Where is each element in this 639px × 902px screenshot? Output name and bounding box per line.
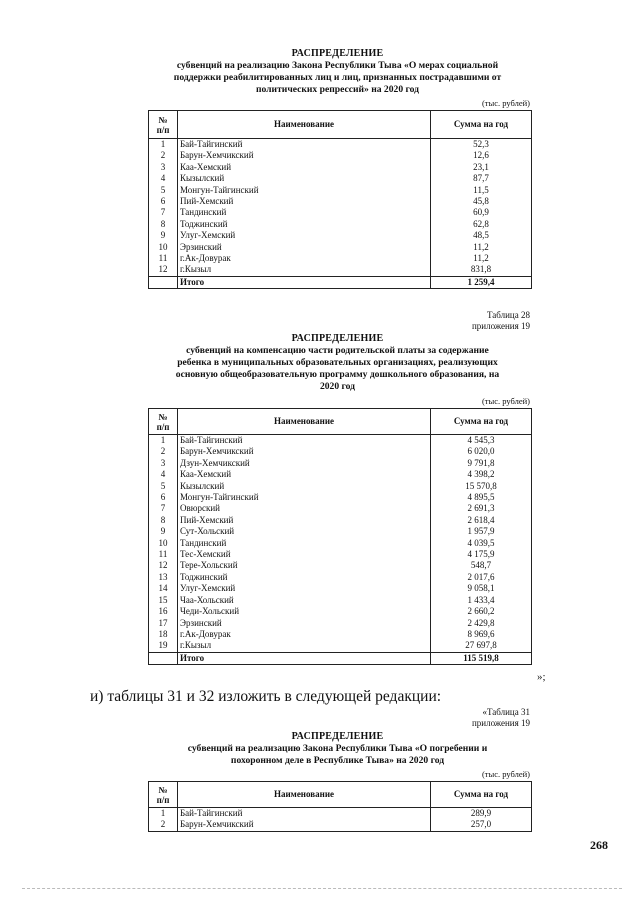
row-number: 18: [149, 629, 178, 640]
row-name: Эрзинский: [178, 618, 431, 629]
table-row: [149, 819, 532, 831]
row-sum: 87,7: [431, 173, 532, 184]
section3-table: [148, 781, 532, 832]
row-number: 1: [149, 139, 178, 151]
row-sum: 4 398,2: [431, 469, 532, 480]
table-row: [149, 207, 532, 218]
row-sum: 831,8: [431, 264, 532, 276]
row-number: 4: [149, 469, 178, 480]
row-name: Тес-Хемский: [178, 549, 431, 560]
table-row: [149, 242, 532, 253]
section3-table-ref-line-1: «Таблица 31: [482, 707, 530, 717]
section1-col-sum: Сумма на год: [431, 111, 532, 139]
section2-table-ref: [430, 310, 530, 332]
row-sum: 6 020,0: [431, 446, 532, 457]
section2-col-name: Наименование: [178, 409, 431, 435]
row-name: Чеди-Хольский: [178, 606, 431, 617]
table-row: [149, 469, 532, 480]
row-sum: 52,3: [431, 139, 532, 151]
table-row: [149, 606, 532, 617]
row-number: 19: [149, 640, 178, 652]
table-row: [149, 253, 532, 264]
section3-col-num: [149, 782, 178, 808]
table-row: [149, 139, 532, 151]
row-name: Монгун-Тайгинский: [178, 185, 431, 196]
section1-heading: РАСПРЕДЕЛЕНИЕ: [291, 48, 384, 59]
row-name: г.Кызыл: [178, 264, 431, 276]
table-row: [149, 150, 532, 161]
section2-col-sum: Сумма на год: [431, 409, 532, 435]
row-sum: 1 957,9: [431, 526, 532, 537]
row-name: Тоджинский: [178, 572, 431, 583]
section3-subtitle-line-1: субвенций на реализацию Закона Республики Тыва «О погребении и: [187, 743, 488, 754]
table-row: [149, 640, 532, 652]
total-label: Итого: [178, 276, 431, 288]
total-sum: 1 259,4: [431, 276, 532, 288]
row-number: 2: [149, 446, 178, 457]
row-sum: 257,0: [431, 819, 532, 831]
table-row: [149, 173, 532, 184]
page-number: 268: [590, 838, 608, 852]
row-number: 13: [149, 572, 178, 583]
row-number: 7: [149, 207, 178, 218]
section3-heading: РАСПРЕДЕЛЕНИЕ: [291, 731, 384, 742]
row-name: Барун-Хемчикский: [178, 819, 431, 831]
table-total-row: [149, 652, 532, 664]
row-number: 4: [149, 173, 178, 184]
section1-title-block: [110, 48, 565, 96]
section1-subtitle-line-1: субвенций на реализацию Закона Республики Тыва «О мерах социальной: [176, 60, 499, 71]
table-row: [149, 162, 532, 173]
section3-table-body: [149, 808, 532, 832]
section1-subtitle-line-2: поддержки реабилитированных лиц и лиц, признанных пострадавшими от: [173, 72, 502, 83]
row-sum: 12,6: [431, 150, 532, 161]
row-name: Улуг-Хемский: [178, 583, 431, 594]
section2-col-num: [149, 409, 178, 435]
section1-table-body: [149, 139, 532, 289]
table-row: [149, 264, 532, 276]
row-sum: 289,9: [431, 808, 532, 820]
row-number: 11: [149, 549, 178, 560]
table-row: [149, 583, 532, 594]
section2-table-ref-line-1: Таблица 28: [487, 310, 530, 320]
row-sum: 11,2: [431, 253, 532, 264]
table-row: [149, 458, 532, 469]
row-number: 3: [149, 162, 178, 173]
row-name: Тере-Хольский: [178, 560, 431, 571]
row-sum: 27 697,8: [431, 640, 532, 652]
row-number: 5: [149, 481, 178, 492]
section1-subtitle-line-3: политических репрессий» на 2020 год: [255, 84, 420, 95]
section1-table: [148, 110, 532, 289]
row-sum: 45,8: [431, 196, 532, 207]
table-row: [149, 629, 532, 640]
row-sum: 11,2: [431, 242, 532, 253]
section3-subtitle-line-2: похоронном деле в Республике Тыва» на 2020 год: [230, 755, 445, 766]
row-number: 6: [149, 196, 178, 207]
section2-closing-quote: »;: [537, 671, 546, 683]
table-row: [149, 219, 532, 230]
section1-col-name: Наименование: [178, 111, 431, 139]
table-row: [149, 185, 532, 196]
row-sum: 4 545,3: [431, 435, 532, 447]
row-sum: 15 570,8: [431, 481, 532, 492]
table-row: [149, 492, 532, 503]
row-number: 17: [149, 618, 178, 629]
row-number: 16: [149, 606, 178, 617]
table-total-row: [149, 276, 532, 288]
row-name: г.Ак-Довурак: [178, 629, 431, 640]
row-number: 8: [149, 515, 178, 526]
row-name: Кызылский: [178, 173, 431, 184]
row-sum: 4 175,9: [431, 549, 532, 560]
row-sum: 548,7: [431, 560, 532, 571]
row-sum: 48,5: [431, 230, 532, 241]
row-number: 11: [149, 253, 178, 264]
row-name: Тандинский: [178, 538, 431, 549]
table-row: [149, 595, 532, 606]
col-num-line-1: №: [158, 411, 168, 422]
row-sum: 2 429,8: [431, 618, 532, 629]
section1-col-num: [149, 111, 178, 139]
total-blank-cell: [149, 276, 178, 288]
table-row: [149, 196, 532, 207]
row-sum: 2 618,4: [431, 515, 532, 526]
row-name: г.Кызыл: [178, 640, 431, 652]
row-name: Каа-Хемский: [178, 162, 431, 173]
table-row: [149, 549, 532, 560]
col-num-line-1: №: [158, 784, 168, 795]
row-sum: 1 433,4: [431, 595, 532, 606]
table-row: [149, 230, 532, 241]
col-num-line-2: п/п: [156, 124, 170, 135]
section2-heading: РАСПРЕДЕЛЕНИЕ: [291, 333, 384, 344]
section2-table: [148, 408, 532, 665]
row-number: 14: [149, 583, 178, 594]
scan-edge-divider: [22, 888, 622, 889]
row-name: Бай-Тайгинский: [178, 435, 431, 447]
row-number: 2: [149, 150, 178, 161]
row-name: Сут-Хольский: [178, 526, 431, 537]
row-sum: 23,1: [431, 162, 532, 173]
row-number: 10: [149, 242, 178, 253]
row-number: 12: [149, 560, 178, 571]
row-name: Овюрский: [178, 503, 431, 514]
row-name: Барун-Хемчикский: [178, 150, 431, 161]
table-row: [149, 618, 532, 629]
section2-subtitle-line-2: ребенка в муниципальных образовательных организациях, реализующих: [177, 357, 498, 368]
row-name: Кызылский: [178, 481, 431, 492]
row-sum: 4 895,5: [431, 492, 532, 503]
section2-subtitle-line-1: субвенций на компенсацию части родительской платы за содержание: [186, 345, 489, 356]
row-name: г.Ак-Довурак: [178, 253, 431, 264]
table-row: [149, 503, 532, 514]
row-name: Тандинский: [178, 207, 431, 218]
col-num-line-2: п/п: [156, 794, 170, 805]
section3-col-name: Наименование: [178, 782, 431, 808]
row-sum: 4 039,5: [431, 538, 532, 549]
row-number: 9: [149, 230, 178, 241]
row-name: Монгун-Тайгинский: [178, 492, 431, 503]
row-sum: 9 058,1: [431, 583, 532, 594]
row-name: Пий-Хемский: [178, 515, 431, 526]
table-row: [149, 560, 532, 571]
row-name: Бай-Тайгинский: [178, 808, 431, 820]
row-number: 8: [149, 219, 178, 230]
row-sum: 60,9: [431, 207, 532, 218]
row-name: Чаа-Хольский: [178, 595, 431, 606]
row-number: 12: [149, 264, 178, 276]
row-sum: 62,8: [431, 219, 532, 230]
col-num-line-2: п/п: [156, 421, 170, 432]
total-blank-cell: [149, 652, 178, 664]
table-row: [149, 515, 532, 526]
table-row: [149, 446, 532, 457]
section2-unit: (тыс. рублей): [481, 396, 530, 406]
row-number: 1: [149, 808, 178, 820]
row-sum: 8 969,6: [431, 629, 532, 640]
row-sum: 11,5: [431, 185, 532, 196]
section3-title-block: [110, 731, 565, 767]
table-row: [149, 808, 532, 820]
row-name: Эрзинский: [178, 242, 431, 253]
section3-table-ref: [430, 707, 530, 729]
row-number: 10: [149, 538, 178, 549]
section3-unit: (тыс. рублей): [481, 769, 530, 779]
row-number: 7: [149, 503, 178, 514]
row-number: 3: [149, 458, 178, 469]
row-name: Барун-Хемчикский: [178, 446, 431, 457]
row-name: Улуг-Хемский: [178, 230, 431, 241]
row-sum: 2 017,6: [431, 572, 532, 583]
row-number: 15: [149, 595, 178, 606]
col-num-line-1: №: [158, 114, 168, 125]
total-label: Итого: [178, 652, 431, 664]
section2-subtitle-line-3: основную общеобразовательную программу дошкольного образования, на: [175, 369, 500, 380]
row-number: 6: [149, 492, 178, 503]
table-row: [149, 435, 532, 447]
section2-table-ref-line-2: приложения 19: [471, 321, 530, 331]
section1-unit: (тыс. рублей): [481, 98, 530, 108]
row-sum: 2 660,2: [431, 606, 532, 617]
row-number: 2: [149, 819, 178, 831]
row-number: 5: [149, 185, 178, 196]
row-sum: 2 691,3: [431, 503, 532, 514]
row-number: 9: [149, 526, 178, 537]
section2-table-body: [149, 435, 532, 665]
section3-col-sum: Сумма на год: [431, 782, 532, 808]
row-sum: 9 791,8: [431, 458, 532, 469]
instruction-text: и) таблицы 31 и 32 изложить в следующей редакции:: [90, 688, 442, 705]
row-name: Каа-Хемский: [178, 469, 431, 480]
row-name: Пий-Хемский: [178, 196, 431, 207]
table-row: [149, 481, 532, 492]
table-row: [149, 572, 532, 583]
row-name: Дзун-Хемчикский: [178, 458, 431, 469]
table-row: [149, 538, 532, 549]
row-number: 1: [149, 435, 178, 447]
total-sum: 115 519,8: [431, 652, 532, 664]
table-row: [149, 526, 532, 537]
section2-title-block: [110, 333, 565, 393]
section2-subtitle-line-4: 2020 год: [319, 381, 356, 392]
row-name: Тоджинский: [178, 219, 431, 230]
row-name: Бай-Тайгинский: [178, 139, 431, 151]
section3-table-ref-line-2: приложения 19: [471, 718, 530, 728]
